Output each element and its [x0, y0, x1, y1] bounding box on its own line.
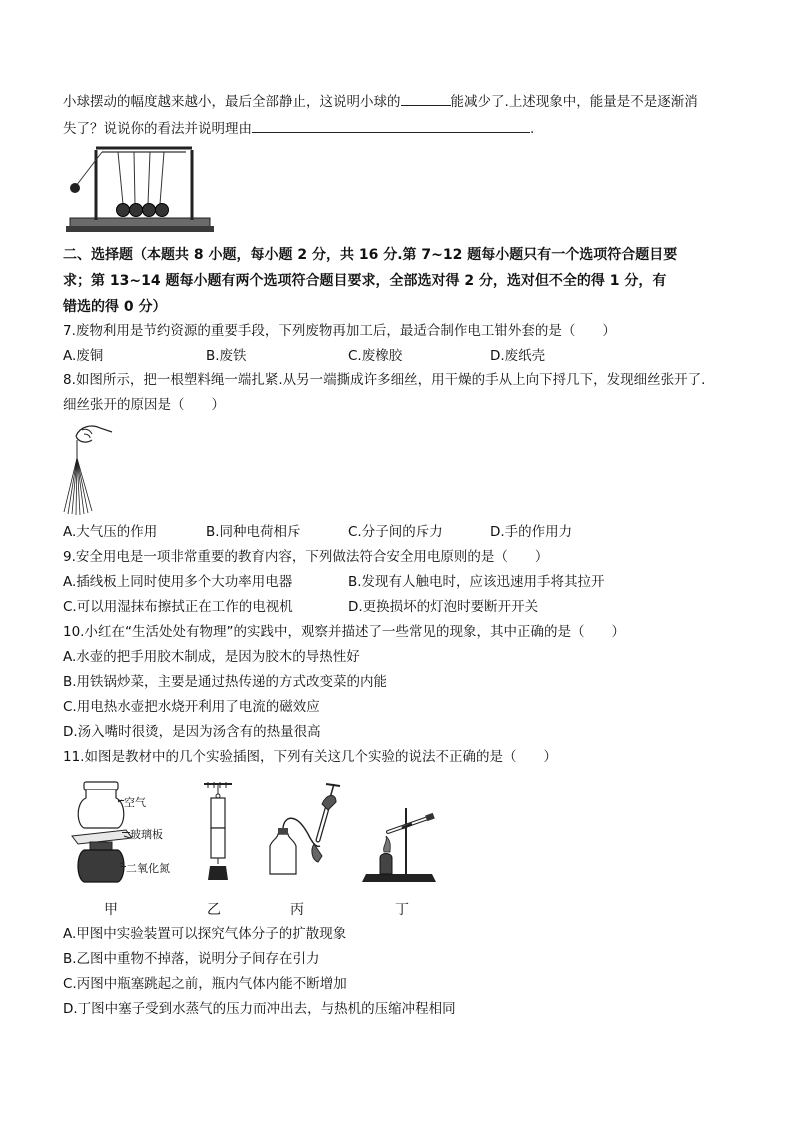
- question-11-stem: 11.如图是教材中的几个实验插图，下列有关这几个实验的说法不正确的是（ ）: [63, 749, 557, 765]
- q7-option-c[interactable]: C.废橡胶: [348, 348, 403, 364]
- q9-option-d[interactable]: D.更换损坏的灯泡时要断开开关: [348, 599, 539, 615]
- leader-line-no2: [120, 866, 126, 867]
- answer-blank-2[interactable]: [252, 118, 530, 133]
- q8-option-a[interactable]: A.大气压的作用: [63, 524, 158, 540]
- q10-option-b[interactable]: B.用铁锅炒菜，主要是通过热传递的方式改变菜的内能: [63, 674, 388, 690]
- answer-blank-1[interactable]: [401, 91, 451, 106]
- q7-option-b[interactable]: B.废铁: [206, 348, 247, 364]
- q11-option-c[interactable]: C.丙图中瓶塞跳起之前，瓶内气体内能不断增加: [63, 976, 347, 992]
- hand-strands-figure: [62, 418, 122, 516]
- q8-option-c[interactable]: C.分子间的斥力: [348, 524, 443, 540]
- label-glass-plate: 玻璃板: [130, 828, 163, 841]
- q7-option-a[interactable]: A.废铜: [63, 348, 104, 364]
- question-9-stem: 9.安全用电是一项非常重要的教育内容，下列做法符合安全用电原则的是（ ）: [63, 549, 549, 565]
- label-air: 空气: [124, 796, 146, 809]
- q9-option-b[interactable]: B.发现有人触电时，应该迅速用手将其拉开: [348, 574, 605, 590]
- fill-blank-line-2: 失了？说说你的看法并说明理由 .: [63, 118, 534, 138]
- section-heading-line-3: 错选的得 0 分）: [63, 299, 167, 315]
- figure-yi-lead-cylinders: [200, 780, 240, 882]
- q10-option-c[interactable]: C.用电热水壶把水烧开利用了电流的磁效应: [63, 699, 320, 715]
- figure-label-ding: 丁: [395, 902, 409, 918]
- q7-option-d[interactable]: D.废纸壳: [490, 348, 546, 364]
- question-8-stem-line-1: 8.如图所示，把一根塑料绳一端扎紧.从另一端撕成许多细丝，用干燥的手从上向下捋几下，发现细丝张开了.: [63, 372, 706, 388]
- leader-line-air: [118, 800, 124, 801]
- leader-line-glass: [122, 832, 130, 833]
- q9-option-a[interactable]: A.插线板上同时使用多个大功率用电器: [63, 574, 293, 590]
- q8-option-b[interactable]: B.同种电荷相斥: [206, 524, 301, 540]
- figure-bing-pump-bottle: [266, 780, 346, 880]
- question-8-stem-line-2: 细丝张开的原因是（ ）: [63, 397, 225, 413]
- section-heading-line-2: 求；第 13~14 题每小题有两个选项符合题目要求，全部选对得 2 分，选对但不全的得 1 分，有: [63, 273, 667, 289]
- newtons-cradle-figure: [66, 140, 216, 236]
- q11-option-d[interactable]: D.丁图中塞子受到水蒸气的压力而冲出去，与热机的压缩冲程相同: [63, 1001, 456, 1017]
- figure-label-jia: 甲: [104, 902, 118, 918]
- q10-option-d[interactable]: D.汤入嘴时很烫，是因为汤含有的热量很高: [63, 724, 321, 740]
- fill-blank-line-1: 小球摆动的幅度越来越小，最后全部静止，这说明小球的 能减少了.上述现象中，能量是不是逐渐消: [63, 91, 698, 111]
- q8-option-d[interactable]: D.手的作用力: [490, 524, 573, 540]
- figure-label-yi: 乙: [207, 902, 221, 918]
- q11-option-a[interactable]: A.甲图中实验装置可以探究气体分子的扩散现象: [63, 926, 347, 942]
- q10-option-a[interactable]: A.水壶的把手用胶木制成，是因为胶木的导热性好: [63, 649, 360, 665]
- q11-option-b[interactable]: B.乙图中重物不掉落，说明分子间存在引力: [63, 951, 320, 967]
- figure-ding-heating-tube: [362, 796, 442, 886]
- q9-option-c[interactable]: C.可以用湿抹布擦拭正在工作的电视机: [63, 599, 293, 615]
- section-heading-line-1: 二、选择题（本题共 8 小题，每小题 2 分，共 16 分.第 7~12 题每小题只有一个选项符合题目要: [63, 247, 678, 263]
- question-7-stem: 7.废物利用是节约资源的重要手段，下列废物再加工后，最适合制作电工钳外套的是（ ）: [63, 323, 616, 339]
- question-10-stem: 10.小红在“生活处处有物理”的实践中，观察并描述了一些常见的现象，其中正确的是（ ）: [63, 624, 625, 640]
- label-no2: 二氧化氮: [126, 862, 170, 875]
- figure-label-bing: 丙: [290, 902, 304, 918]
